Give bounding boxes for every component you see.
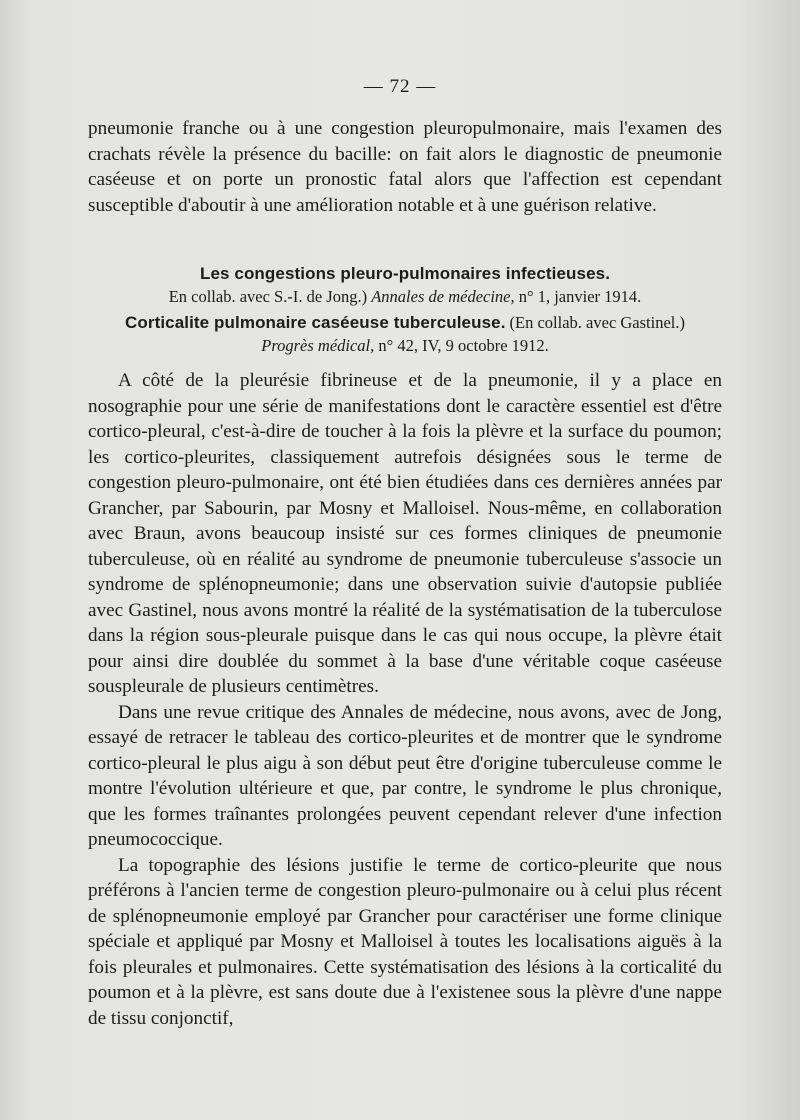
intro-paragraph — [88, 116, 722, 218]
reference-journal: Annales de médecine, — [371, 287, 515, 306]
paragraph-text: pneumonie franche ou à une congestion pleuropulmonaire, mais l'examen des crachats révèle la présence du bacille: on fait alors le diagnostic de pneumonie caséeuse et on porte un pronostic fatal alors que l'affection est cependant susceptible d'aboutir à une amélioration notable et à une guérison relative. — [88, 118, 722, 216]
paragraph-text: A côté de la pleurésie fibrineuse et de la pneumonie, il y a place en nosographie pour une série de manifestations dont le caractère essentiel est d'être cortico-pleural, c'est-à-dire de toucher à la fois la plèvre et la surface du poumon; les cortico-pleurites, classiquement autrefois désignées sous le terme de congestion pleuro-pulmonaire, ont été bien étudiées dans ces dernières années par Grancher, par Sabourin, par Mosny et Malloisel. Nous-même, en collaboration avec Braun, avons beaucoup insisté sur ces formes cliniques de pneumonie tuberculeuse, où en réalité au syndrome de pneumonie tuberculeuse s'associe un syndrome de splénopneumonie; dans une observation suivie d'autopsie publiée avec Gastinel, nous avons montré la réalité de la systématisation de la tuberculose dans la région sous-pleurale puisque dans le cas qui nous occupe, la plèvre était pour ainsi dire doublée du sommet à la base d'une véritable coque caséeuse souspleurale de plusieurs centimètres. — [88, 370, 722, 697]
page-number: — 72 — — [363, 76, 437, 97]
reference-entry — [88, 263, 722, 308]
reference-entry — [88, 312, 722, 357]
paragraph-text: La topographie des lésions justifie le terme de cortico-pleurite que nous préférons à l'ancien terme de congestion pleuro-pulmonaire ou à celui plus récent de splénopneumonie employé par Grancher pour caractériser une forme clinique spéciale et appliqué par Mosny et Malloisel à toutes les localisations aiguës à la fois pleurales et pulmonaires. Cette systématisation des lésions à la corticalité du poumon et à la plèvre, est sans doute due à l'existenee sous la plèvre d'une nappe de tissu conjonctif, — [88, 854, 722, 1029]
reference-title: Corticalite pulmonaire caséeuse tuberculeuse. — [125, 313, 506, 332]
reference-journal: Progrès médical, — [261, 336, 375, 355]
main-text — [88, 368, 722, 1031]
reference-title: Les congestions pleuro-pulmonaires infectieuses. — [199, 264, 611, 283]
reference-collab: (En collab. avec Gastinel.) — [509, 313, 685, 332]
reference-details: n° 1, janvier 1914. — [518, 287, 642, 306]
paragraph-text: Dans une revue critique des Annales de médecine, nous avons, avec de Jong, essayé de retracer le tableau des cortico-pleurites et de montrer que le syndrome cortico-pleural le plus aigu à son début peut être d'origine tuberculeuse comme le montre l'évolution ultérieure et que, par contre, le syndrome le plus chronique, que les formes traînantes prolongées peuvent cependant relever d'une infection pneumococcique. — [88, 701, 722, 850]
reference-collab: En collab. avec S.-I. de Jong.) — [168, 287, 368, 306]
reference-details: n° 42, IV, 9 octobre 1912. — [378, 336, 549, 355]
